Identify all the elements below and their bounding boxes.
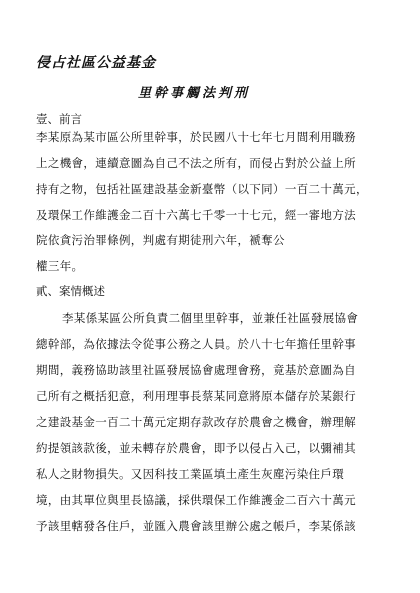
body-line: 總幹部，為依據法令從事公務之人員。於八十七年擔任里幹事	[36, 337, 356, 351]
body-line: 約提領該款後，並未轉存於農會，即予以侵占入己，以彌補其	[36, 441, 356, 455]
body-line: 院依貪污治罪條例，判處有期徒刑六年，褫奪公	[36, 233, 285, 247]
body-line: 之建設基金一百二十萬元定期存款改存於農會之機會，辦理解	[36, 415, 356, 429]
section-heading-case-summary: 貳、案情概述	[36, 284, 105, 298]
section-heading-preface: 壹、前言	[36, 112, 82, 126]
body-line: 及環保工作維護金二百十六萬七千零一十七元，經一審地方法	[36, 208, 356, 222]
document-subtitle: 里幹事觸法判刑	[138, 86, 251, 101]
body-line: 私人之財物損失。又因科技工業區填土產生灰塵污染住戶環	[36, 467, 345, 481]
body-line: 境，由其單位與里長協議，採供環保工作維護金二百六十萬元	[36, 493, 356, 507]
document-title: 侵占社區公益基金	[36, 55, 156, 71]
body-line: 予該里轄發各住戶，並匯入農會該里辦公處之帳戶，李某係該	[36, 519, 356, 533]
body-line: 己所有之概括犯意，利用理事長蔡某同意將原本儲存於某銀行	[36, 389, 356, 403]
body-line: 上之機會，連續意圖為自己不法之所有，而侵占對於公益上所	[36, 156, 356, 170]
body-line: 持有之物，包括社區建設基金新臺幣（以下同）一百二十萬元，	[36, 182, 368, 196]
body-line: 期間，義務協助該里社區發展協會處理會務，竟基於意圖為自	[36, 363, 356, 377]
body-line: 李某原為某市區公所里幹事，於民國八十七年七月間利用職務	[36, 130, 356, 144]
body-line: 權三年。	[36, 259, 84, 273]
body-line: 李某係某區公所負責二個里里幹事，並兼任社區發展協會	[62, 311, 359, 325]
